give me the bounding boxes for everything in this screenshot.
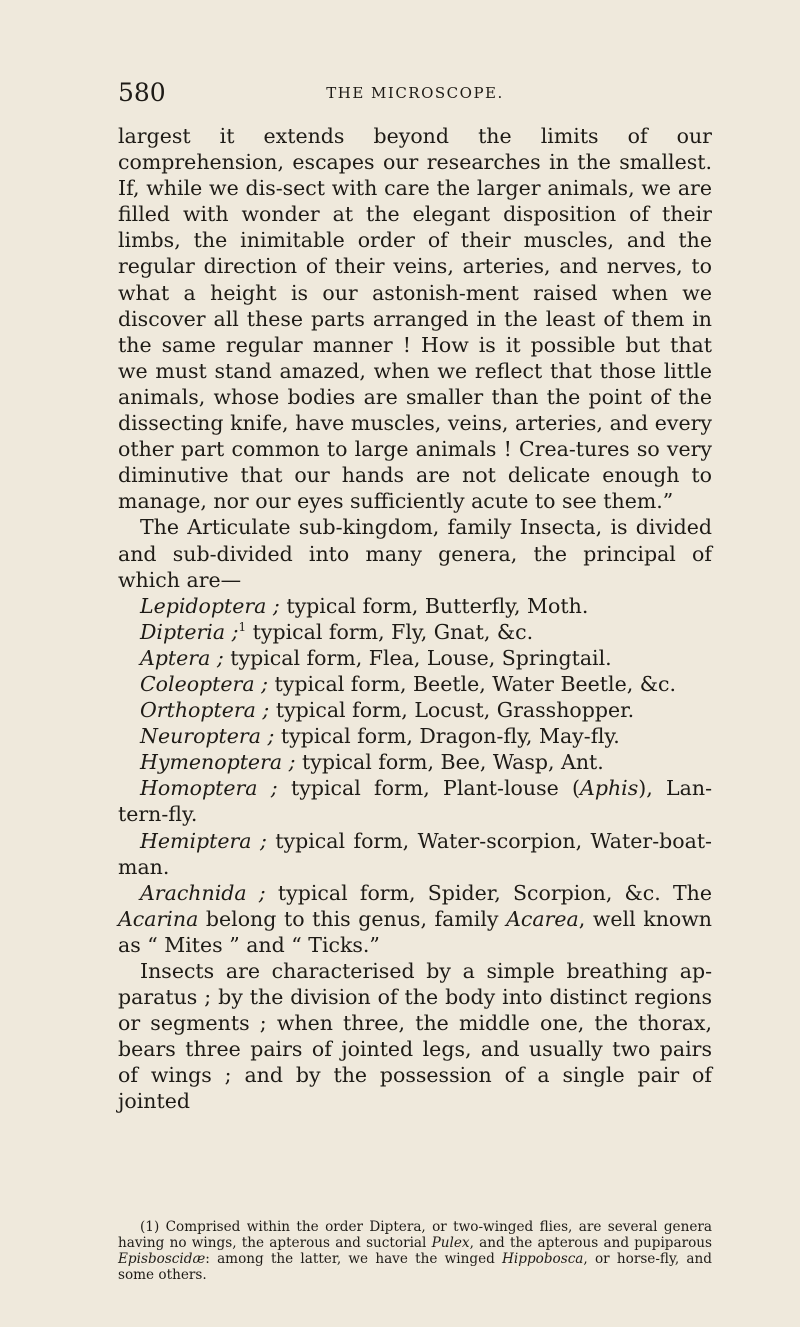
body-text bbox=[118, 123, 712, 1115]
order-description: typical form, Locust, Grasshopper. bbox=[269, 698, 635, 723]
footnote-marker: (1) bbox=[140, 1219, 160, 1235]
order-description-cont: ), Lan-tern-fly. bbox=[118, 776, 713, 827]
order-description: typical form, Plant-louse ( bbox=[277, 776, 581, 801]
order-name: Dipteria ; bbox=[140, 619, 239, 644]
footnote-segment: , or horse-fly, and some others. bbox=[118, 1251, 712, 1283]
taxon-name: Hippobosca bbox=[502, 1251, 584, 1267]
family-name: Acarea bbox=[506, 906, 579, 931]
order-description: typical form, Flea, Louse, Springtail. bbox=[223, 645, 612, 670]
footnote-segment: , and the apterous and pupiparous bbox=[469, 1235, 713, 1251]
paragraph-insect-characters: Insects are characterised by a simple breathing ap-paratus ; by the division of the body into distinct regions or segments ; when three, the middle one, the thorax, bears three pairs of jointed legs, and usually two pairs of wings ; and by the possession of a single pair of jointed bbox=[118, 959, 712, 1114]
list-item bbox=[118, 828, 712, 880]
page-number: 580 bbox=[118, 78, 166, 107]
taxon-name: Episboscidæ bbox=[118, 1251, 206, 1267]
genus-name: Aphis bbox=[580, 776, 639, 801]
list-item bbox=[118, 723, 712, 749]
page-header bbox=[118, 78, 712, 110]
order-description-end: , well known as “ Mites ” and “ Ticks.” bbox=[118, 906, 712, 957]
order-name: Lepidoptera ; bbox=[140, 593, 280, 618]
list-item bbox=[118, 749, 712, 775]
order-description: typical form, Dragon-fly, May-fly. bbox=[274, 724, 620, 749]
list-item bbox=[118, 645, 712, 671]
footnote-text bbox=[118, 1219, 712, 1283]
paragraph-continuation: largest it extends beyond the limits of our comprehension, escapes our researches in the smallest. If, while we dis-sect with care the larger animals, we are filled with wonder at the elegant disposition of their limbs, the inimitable order of their muscles, and the regular direction of their veins, arteries, and nerves, to what a height is our astonish-ment raised when we discover all these parts arranged in the least of them in the same regular manner ! How is it possible but that we must stand amazed, when we reflect that those little animals, whose bodies are smaller than the point of the dissecting knife, have muscles, veins, arteries, and every other part common to large animals ! Crea-tures so very diminutive that our hands are not delicate enough to manage, nor our eyes sufficiently acute to see them.” bbox=[118, 124, 712, 514]
footnote-reference: 1 bbox=[238, 619, 247, 634]
orders-list bbox=[118, 593, 712, 958]
taxon-name: Acarina bbox=[118, 906, 199, 931]
order-description: typical form, Fly, Gnat, &c. bbox=[246, 619, 534, 644]
running-head: THE MICROSCOPE. bbox=[326, 84, 504, 102]
order-description: typical form, Bee, Wasp, Ant. bbox=[295, 750, 604, 775]
footnote-segment: Comprised within the order Diptera, or two-winged flies, are several genera having no wings, the apterous and suctorial bbox=[118, 1219, 712, 1251]
list-item bbox=[118, 593, 712, 619]
order-name: Aptera ; bbox=[140, 645, 224, 670]
order-name: Arachnida ; bbox=[140, 880, 266, 905]
list-item bbox=[118, 880, 712, 958]
order-description-cont: belong to this genus, family bbox=[198, 906, 507, 931]
order-name: Hymenoptera ; bbox=[140, 750, 296, 775]
order-description: typical form, Spider, Scorpion, &c. The bbox=[265, 880, 712, 905]
footnote-segment: : among the latter, we have the winged bbox=[205, 1251, 503, 1267]
paragraph-insecta bbox=[118, 514, 712, 592]
list-item bbox=[118, 619, 712, 645]
order-name: Orthoptera ; bbox=[140, 698, 270, 723]
list-item bbox=[118, 671, 712, 697]
order-description: typical form, Beetle, Water Beetle, &c. bbox=[268, 671, 677, 696]
taxon-name: Pulex bbox=[431, 1235, 470, 1251]
order-name: Coleoptera ; bbox=[140, 671, 268, 696]
paragraph-insecta-text: The Articulate sub-kingdom, family Insecta, is divided and sub-divided into many genera, the principal of which are— bbox=[118, 515, 712, 592]
footnote bbox=[118, 1219, 712, 1283]
list-item bbox=[118, 775, 712, 827]
order-name: Homoptera ; bbox=[140, 776, 278, 801]
order-description: typical form, Water-scorpion, Water-boat-man. bbox=[118, 828, 712, 879]
list-item bbox=[118, 697, 712, 723]
order-name: Neuroptera ; bbox=[140, 724, 275, 749]
order-name: Hemiptera ; bbox=[140, 828, 267, 853]
order-description: typical form, Butterfly, Moth. bbox=[279, 593, 589, 618]
